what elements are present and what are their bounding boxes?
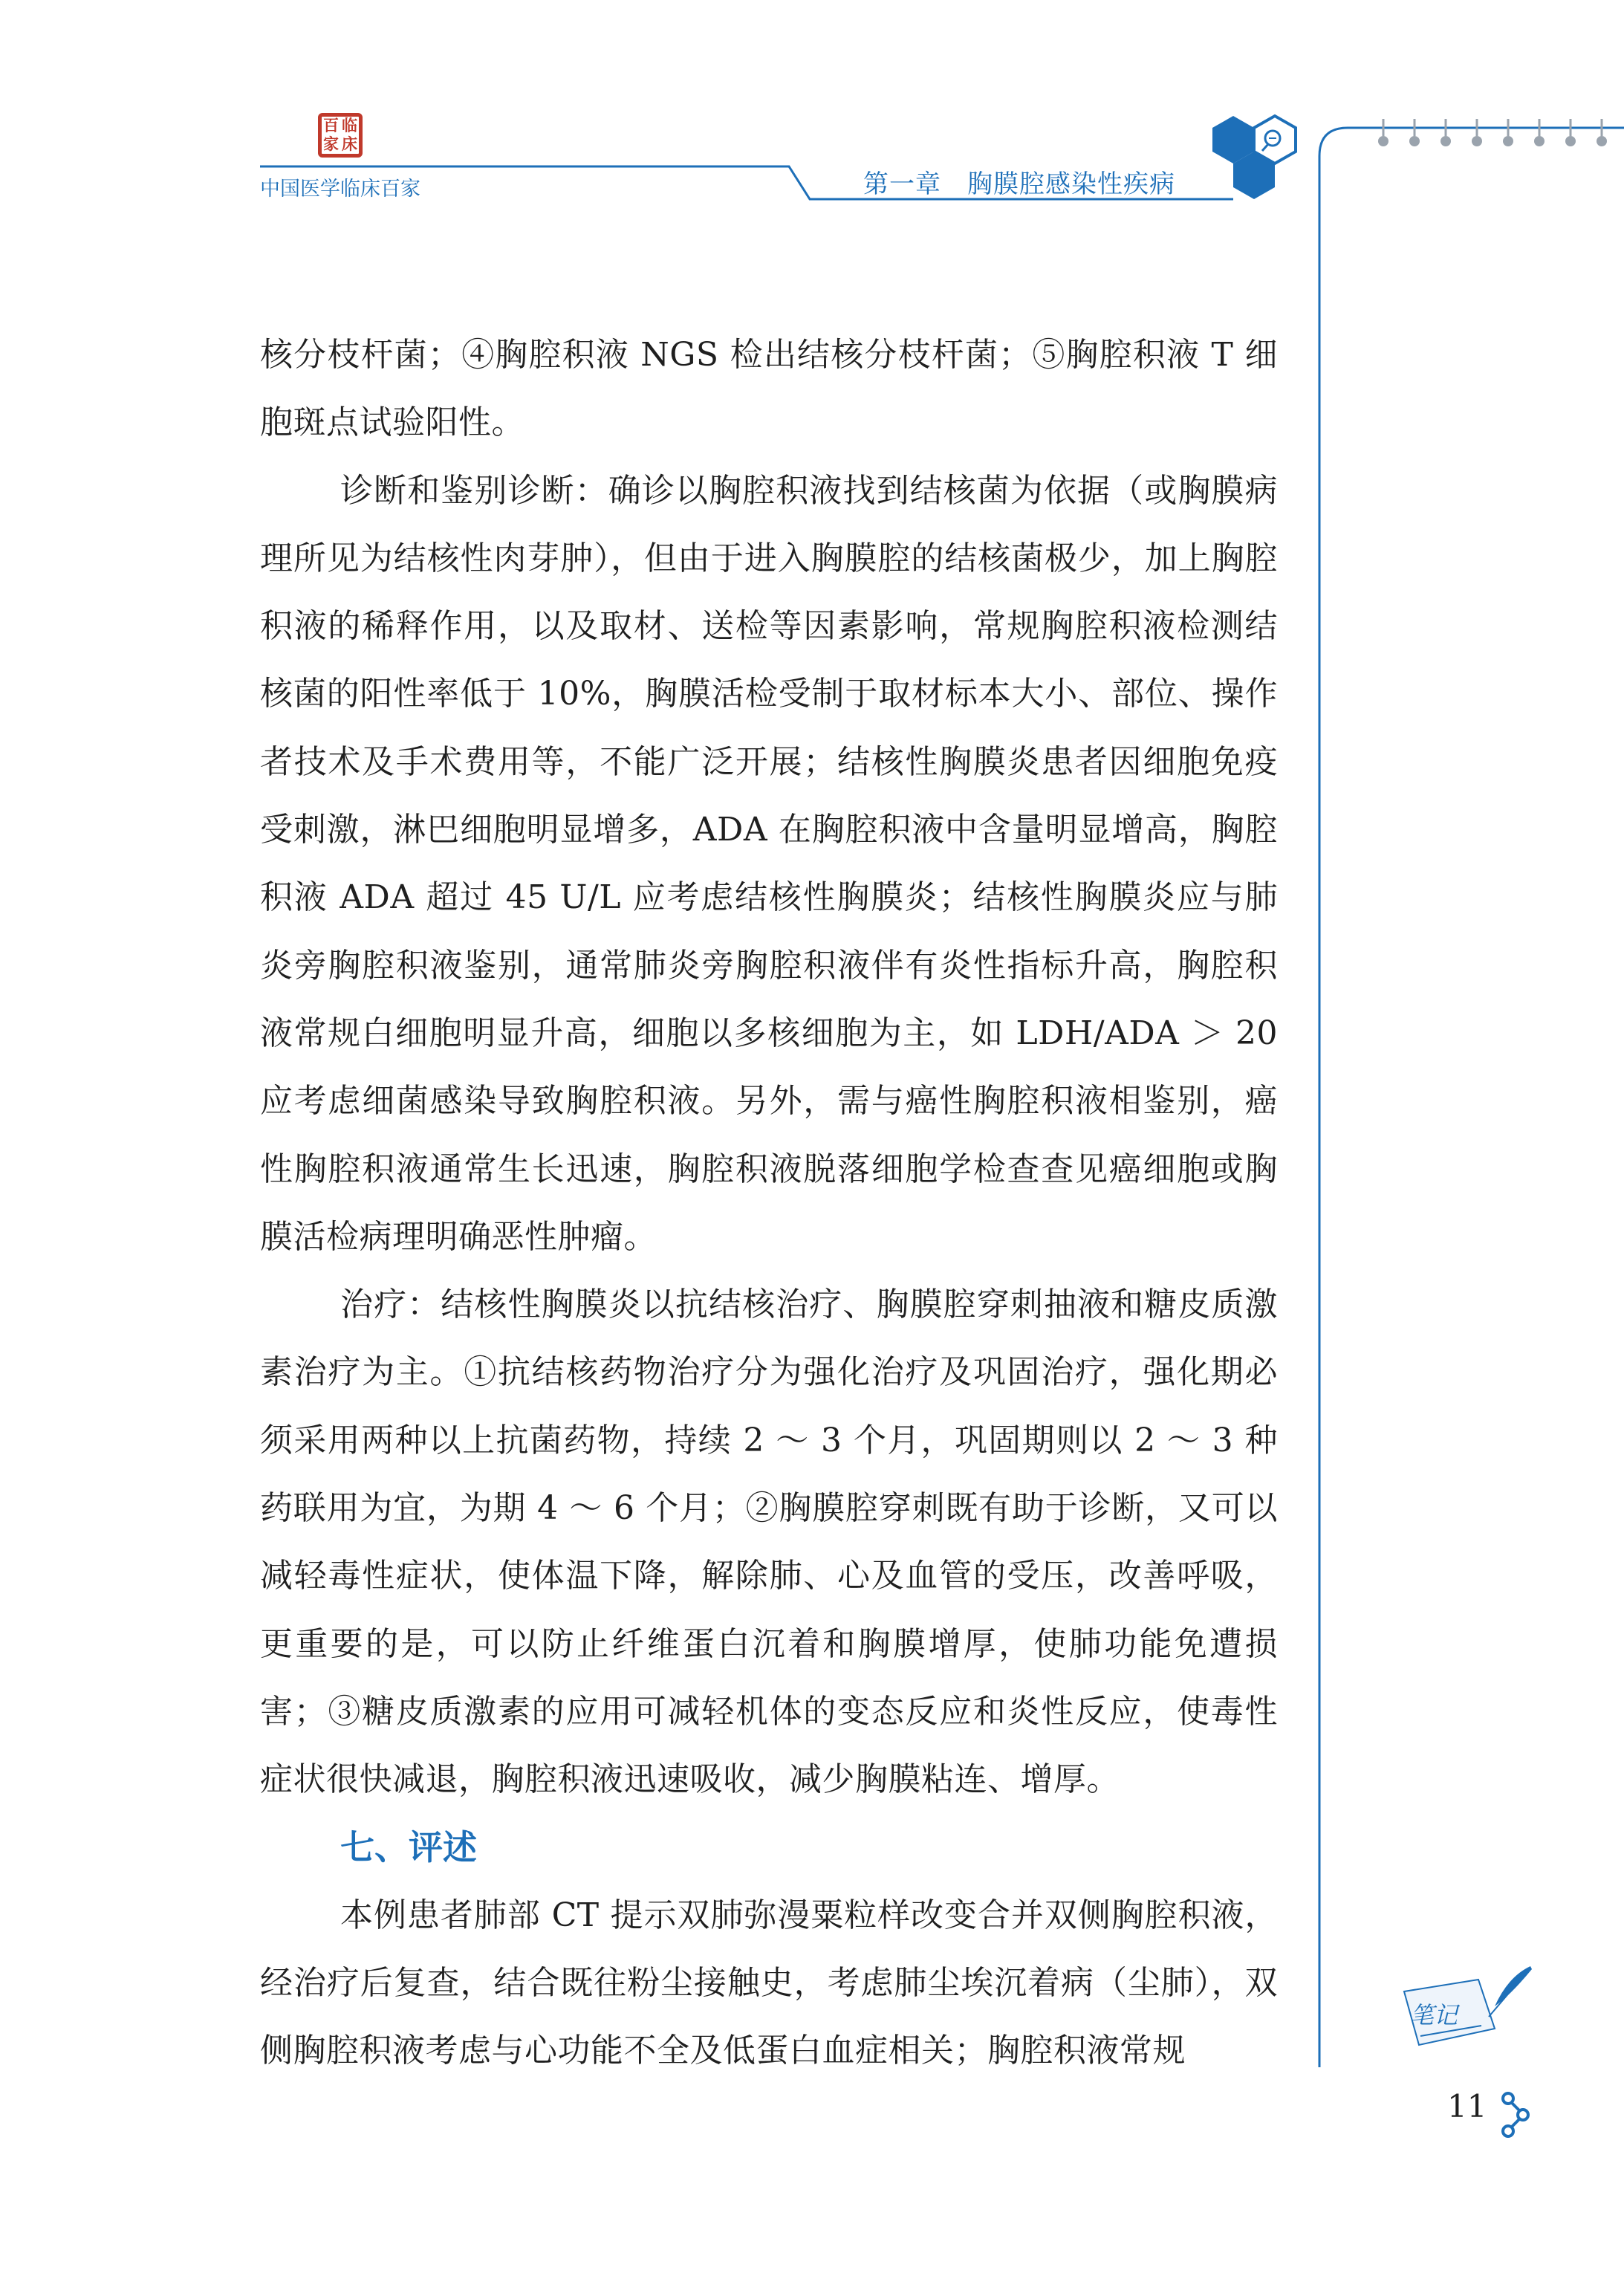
paragraph-diagnosis: 诊断和鉴别诊断：确诊以胸腔积液找到结核菌为依据（或胸膜病理所见为结核性肉芽肿），但由于进入胸膜腔的结核菌极少，加上胸腔积液的稀释作用，以及取材、送检等因素影响，常规胸腔积液检测结核菌的阳性率低于 10%，胸膜活检受制于取材标本大小、部位、操作者技术及手术费用等，不能广泛开展；结核性胸膜炎患者因细胞免疫受刺激，淋巴细胞明显增多，ADA 在胸腔积液中含量明显增高，胸腔积液 ADA 超过 45 U/L 应考虑结核性胸膜炎；结核性胸膜炎应与肺炎旁胸腔积液鉴别，通常肺炎旁胸腔积液伴有炎性指标升高，胸腔积液常规白细胞明显升高，细胞以多核细胞为主，如 LDH/ADA ＞ 20 应考虑细菌感染导致胸腔积液。另外，需与癌性胸腔积液相鉴别，癌性胸腔积液通常生长迅速，胸腔积液脱落细胞学检查查见癌细胞或胸膜活检病理明确恶性肿瘤。 <box>260 471 1278 1256</box>
logo-char: 家 <box>323 135 339 153</box>
paragraph-commentary: 本例患者肺部 CT 提示双肺弥漫粟粒样改变合并双侧胸腔积液，经治疗后复查，结合既往粉尘接触史，考虑肺尘埃沉着病（尘肺），双侧胸腔积液考虑与心功能不全及低蛋白血症相关；胸腔积液常规 <box>260 1896 1278 2070</box>
chapter-title: 第一章 胸膜腔感染性疾病 <box>863 169 1175 199</box>
paragraph-treatment: 治疗：结核性胸膜炎以抗结核治疗、胸膜腔穿刺抽液和糖皮质激素治疗为主。①抗结核药物治疗分为强化治疗及巩固治疗，强化期必须采用两种以上抗菌药物，持续 2 ～ 3 个月，巩固期则以 2 ～ 3 种药联用为宜，为期 4 ～ 6 个月；②胸膜腔穿刺既有助于诊断，又可以减轻毒性症状，使体温下降，解除肺、心及血管的受压，改善呼吸，更重要的是，可以防止纤维蛋白沉着和胸膜增厚，使肺功能免遭损害；③糖皮质激素的应用可减轻机体的变态反应和炎性反应，使毒性症状很快减退，胸腔积液迅速吸收，减少胸膜粘连、增厚。 <box>260 1286 1278 1799</box>
notes-label: 笔记 <box>1410 2001 1458 2029</box>
main-text <box>260 321 1278 2084</box>
logo-char: 床 <box>342 135 357 153</box>
logo-char: 百 <box>323 117 339 134</box>
hexagon-magnifier-icon <box>1212 116 1296 199</box>
section-heading: 七、评述 <box>340 1826 477 1867</box>
series-name: 中国医学临床百家 <box>260 178 420 201</box>
logo-char: 临 <box>342 117 357 134</box>
publisher-logo-seal <box>318 113 363 158</box>
page-number: 11 <box>1447 2088 1487 2124</box>
paragraph-continued: 核分枝杆菌；④胸腔积液 NGS 检出结核分枝杆菌；⑤胸腔积液 T 细胞斑点试验阳性。 <box>260 336 1278 442</box>
notebook-edge <box>1319 128 1624 2067</box>
binding-rings <box>1378 136 1607 146</box>
molecule-icon <box>1503 2093 1528 2136</box>
